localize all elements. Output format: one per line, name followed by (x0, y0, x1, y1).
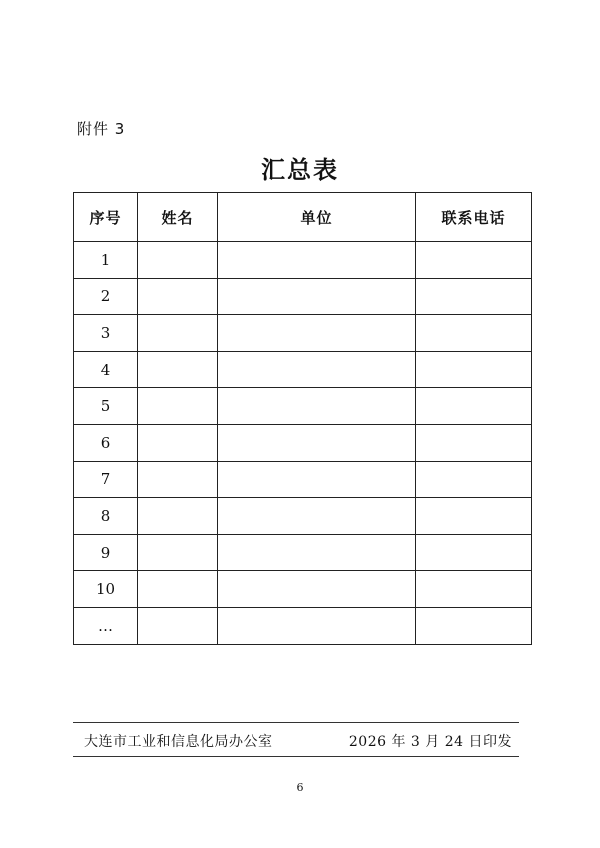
cell-phone[interactable] (416, 388, 532, 425)
cell-phone[interactable] (416, 461, 532, 498)
cell-name[interactable] (138, 315, 218, 352)
cell-unit[interactable] (218, 278, 416, 315)
cell-phone[interactable] (416, 242, 532, 279)
header-phone: 联系电话 (416, 193, 532, 242)
cell-name[interactable] (138, 461, 218, 498)
attachment-label: 附件 3 (77, 120, 126, 138)
table-row (74, 498, 532, 535)
cell-name[interactable] (138, 388, 218, 425)
cell-phone[interactable] (416, 607, 532, 644)
table-row (74, 461, 532, 498)
table-row (74, 534, 532, 571)
cell-unit[interactable] (218, 351, 416, 388)
cell-seq: 7 (74, 461, 138, 498)
cell-phone[interactable] (416, 424, 532, 461)
cell-phone[interactable] (416, 351, 532, 388)
cell-name[interactable] (138, 607, 218, 644)
cell-unit[interactable] (218, 607, 416, 644)
footer-top-rule (73, 722, 519, 723)
cell-seq: 10 (74, 571, 138, 608)
cell-seq: 4 (74, 351, 138, 388)
cell-unit[interactable] (218, 424, 416, 461)
cell-seq: 8 (74, 498, 138, 535)
cell-name[interactable] (138, 498, 218, 535)
cell-name[interactable] (138, 278, 218, 315)
cell-seq: 5 (74, 388, 138, 425)
table-row (74, 571, 532, 608)
table-row (74, 607, 532, 644)
header-unit: 单位 (218, 193, 416, 242)
cell-name[interactable] (138, 351, 218, 388)
cell-seq: 1 (74, 242, 138, 279)
issue-date: 2026 年 3 月 24 日印发 (348, 734, 512, 750)
table-row (74, 278, 532, 315)
table-row (74, 424, 532, 461)
cell-unit[interactable] (218, 461, 416, 498)
cell-phone[interactable] (416, 534, 532, 571)
cell-phone[interactable] (416, 498, 532, 535)
cell-phone[interactable] (416, 278, 532, 315)
cell-seq: … (74, 607, 138, 644)
table-row (74, 351, 532, 388)
cell-unit[interactable] (218, 498, 416, 535)
cell-phone[interactable] (416, 571, 532, 608)
footer-bottom-rule (73, 756, 519, 757)
issuer-name: 大连市工业和信息化局办公室 (84, 734, 273, 750)
page-number: 6 (296, 781, 304, 794)
cell-name[interactable] (138, 571, 218, 608)
cell-seq: 9 (74, 534, 138, 571)
cell-seq: 2 (74, 278, 138, 315)
header-name: 姓名 (138, 193, 218, 242)
cell-unit[interactable] (218, 242, 416, 279)
cell-unit[interactable] (218, 571, 416, 608)
cell-name[interactable] (138, 242, 218, 279)
header-seq: 序号 (74, 193, 138, 242)
cell-seq: 3 (74, 315, 138, 352)
cell-unit[interactable] (218, 388, 416, 425)
cell-name[interactable] (138, 534, 218, 571)
cell-phone[interactable] (416, 315, 532, 352)
table-row (74, 315, 532, 352)
summary-table (73, 192, 532, 645)
cell-unit[interactable] (218, 534, 416, 571)
cell-name[interactable] (138, 424, 218, 461)
table-row (74, 242, 532, 279)
cell-seq: 6 (74, 424, 138, 461)
cell-unit[interactable] (218, 315, 416, 352)
table-row (74, 388, 532, 425)
document-title: 汇总表 (261, 156, 339, 184)
table-header-row (74, 193, 532, 242)
